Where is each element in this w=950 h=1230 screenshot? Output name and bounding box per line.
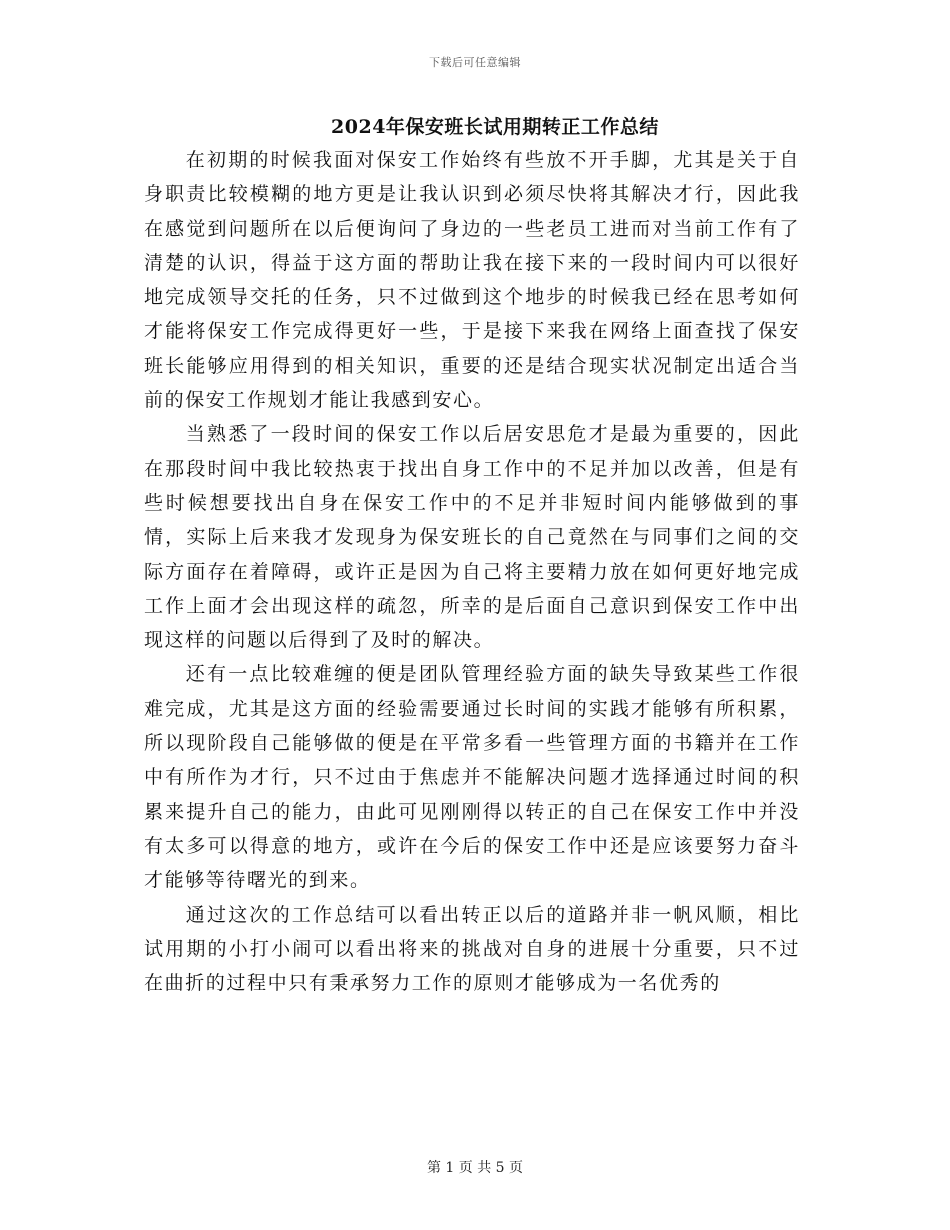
document-body [144,143,800,1000]
body-paragraph-4: 通过这次的工作总结可以看出转正以后的道路并非一帆风顺，相比试用期的小打小闹可以看出将来的挑战对自身的进展十分重要，只不过在曲折的过程中只有秉承努力工作的原则才能够成为一名优秀的 [144,903,800,995]
page-header-note: 下载后可任意编辑 [429,56,521,69]
page-number-footer: 第 1 页 共 5 页 [426,1160,524,1176]
body-paragraph-2: 当熟悉了一段时间的保安工作以后居安思危才是最为重要的，因此在那段时间中我比较热衷于找出自身工作中的不足并加以改善，但是有些时候想要找出自身在保安工作中的不足并非短时间内能够做到的事情，实际上后来我才发现身为保安班长的自己竟然在与同事们之间的交际方面存在着障碍，或许正是因为自己将主要精力放在如何更好地完成工作上面才会出现这样的疏忽，所幸的是后面自己意识到保安工作中出现这样的问题以后得到了及时的解决。 [144,423,800,652]
body-paragraph-3: 还有一点比较难缠的便是团队管理经验方面的缺失导致某些工作很难完成，尤其是这方面的经验需要通过长时间的实践才能够有所积累，所以现阶段自己能够做的便是在平常多看一些管理方面的书籍并在工作中有所作为才行，只不过由于焦虑并不能解决问题才选择通过时间的积累来提升自己的能力，由此可见刚刚得以转正的自己在保安工作中并没有太多可以得意的地方，或许在今后的保安工作中还是应该要努力奋斗才能够等待曙光的到来。 [144,663,800,892]
body-paragraph-1: 在初期的时候我面对保安工作始终有些放不开手脚，尤其是关于自身职责比较模糊的地方更是让我认识到必须尽快将其解决才行，因此我在感觉到问题所在以后便询问了身边的一些老员工进而对当前工作有了清楚的认识，得益于这方面的帮助让我在接下来的一段时间内可以很好地完成领导交托的任务，只不过做到这个地步的时候我已经在思考如何才能将保安工作完成得更好一些，于是接下来我在网络上面查找了保安班长能够应用得到的相关知识，重要的还是结合现实状况制定出适合当前的保安工作规划才能让我感到安心。 [144,149,800,412]
document-title: 2024年保安班长试用期转正工作总结 [331,116,659,138]
